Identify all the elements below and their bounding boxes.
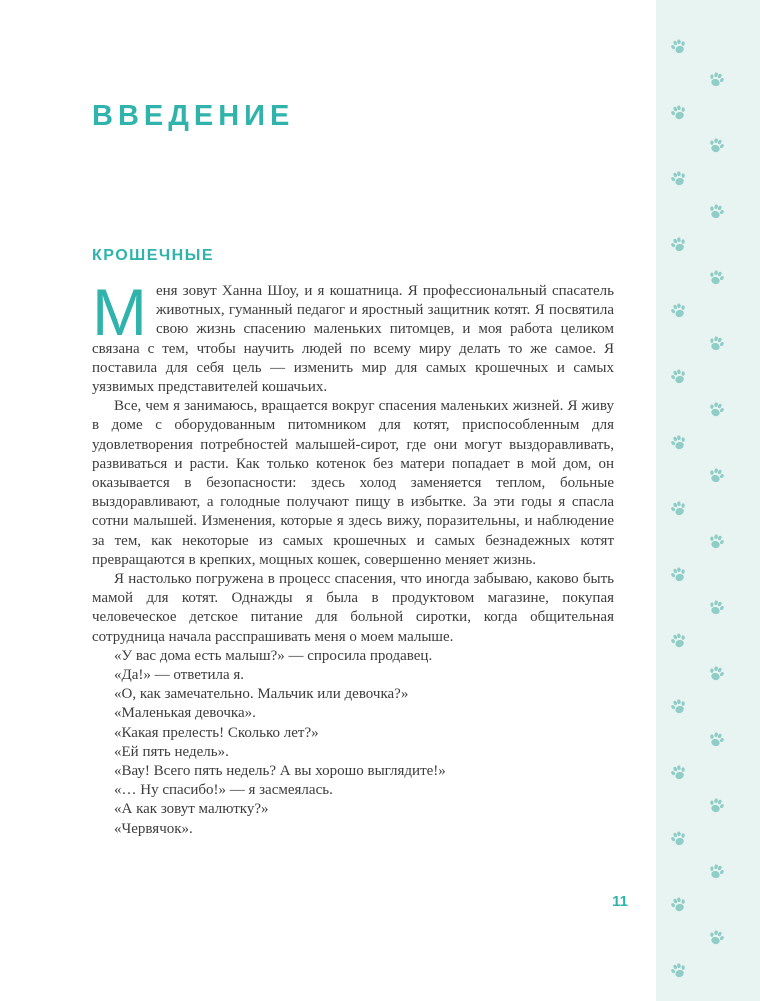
body-paragraph: Я настолько погружена в процесс спасения, что иногда забываю, каково быть мамой для котят. Однажды я была в продуктовом магазине, покупая человеческое детское питание для больной сиротки, когда общительная сотрудница начала расспрашивать меня о моем малыше. — [92, 571, 614, 645]
paw-print-icon — [706, 663, 727, 684]
dialogue-line: «У вас дома есть малыш?» — спросила продавец. — [114, 647, 433, 664]
paw-print-icon — [706, 267, 727, 288]
dropcap-letter: М — [92, 275, 147, 349]
body-paragraph — [92, 275, 614, 397]
paw-print-icon — [706, 465, 727, 486]
page-title: ВВЕДЕНИЕ — [92, 100, 295, 132]
paw-print-icon — [668, 234, 690, 256]
paw-print-icon — [706, 927, 727, 948]
paw-print-icon — [668, 696, 690, 718]
paw-print-icon — [668, 960, 690, 982]
paw-print-icon — [668, 36, 690, 58]
page-content — [92, 0, 614, 839]
paw-print-icon — [668, 300, 690, 322]
dialogue-line: «… Ну спасибо!» — я засмеялась. — [114, 782, 333, 799]
paw-print-icon — [668, 102, 690, 124]
dialogue-line: «Ей пять недель». — [114, 743, 229, 760]
body-paragraph: Все, чем я занимаюсь, вращается вокруг спасения маленьких жизней. Я живу в доме с оборудованным питомником для котят, приспособленным для удовлетворения потребностей малышей-сирот, где они могут выздоравливать, развиваться и расти. Как только котенок без матери попадает в мой дом, он оказывается в безопасности: здесь холод заменяется теплом, больные выздоравливают, а голодные получают пищу в избытке. За эти годы я спасла сотни малышей. Изменения, которые я здесь вижу, поразительны, и наблюдение за тем, как некоторые из самых крошечных и самых безнадежных котят превращаются в крепких, мощных кошек, совершенно меняет жизнь. — [92, 398, 614, 568]
dialogue-line: «Маленькая девочка». — [114, 705, 256, 722]
paw-print-icon — [668, 894, 690, 916]
paw-print-icon — [668, 432, 690, 454]
paw-print-icon — [668, 168, 690, 190]
paw-print-icon — [706, 69, 727, 90]
dialogue-line: «Да!» — ответила я. — [114, 667, 245, 684]
paw-pattern-sidebar — [656, 0, 760, 1001]
dialogue-line: «Червячок». — [114, 820, 193, 837]
paw-print-icon — [706, 399, 727, 420]
paw-print-icon — [668, 828, 690, 850]
paragraph-text: еня зовут Ханна Шоу, и я кошатница. Я профессиональный спасатель животных, гуманный педагог и яростный защитник котят. Я посвятила свою жизнь спасению маленьких питомцев, и моя работа целиком связана с тем, чтобы научить людей по всему миру делать то же самое. Я поставила для себя цель — изменить мир для самых крошечных и самых уязвимых представителей кошачьих. — [92, 283, 614, 396]
paw-print-icon — [706, 333, 727, 354]
paw-print-icon — [668, 630, 690, 652]
page-number: 11 — [612, 893, 628, 910]
paw-print-icon — [706, 201, 727, 222]
paw-print-icon — [668, 366, 690, 388]
paw-print-icon — [706, 531, 727, 552]
paw-print-icon — [706, 861, 727, 882]
section-heading: КРОШЕЧНЫЕ — [92, 247, 215, 264]
paw-print-icon — [706, 729, 727, 750]
dialogue-line: «О, как замечательно. Мальчик или девочка?» — [114, 686, 409, 703]
paw-print-icon — [706, 795, 727, 816]
body-text — [92, 275, 614, 839]
dialogue-line: «А как зовут малютку?» — [114, 801, 269, 818]
dialogue-line: «Какая прелесть! Сколько лет?» — [114, 724, 319, 741]
paw-print-icon — [668, 498, 690, 520]
dialogue-block — [92, 647, 614, 839]
paw-print-icon — [668, 564, 690, 586]
paw-print-icon — [668, 762, 690, 784]
paw-print-icon — [706, 597, 727, 618]
paw-print-icon — [706, 135, 727, 156]
dialogue-line: «Вау! Всего пять недель? А вы хорошо выглядите!» — [114, 763, 446, 780]
